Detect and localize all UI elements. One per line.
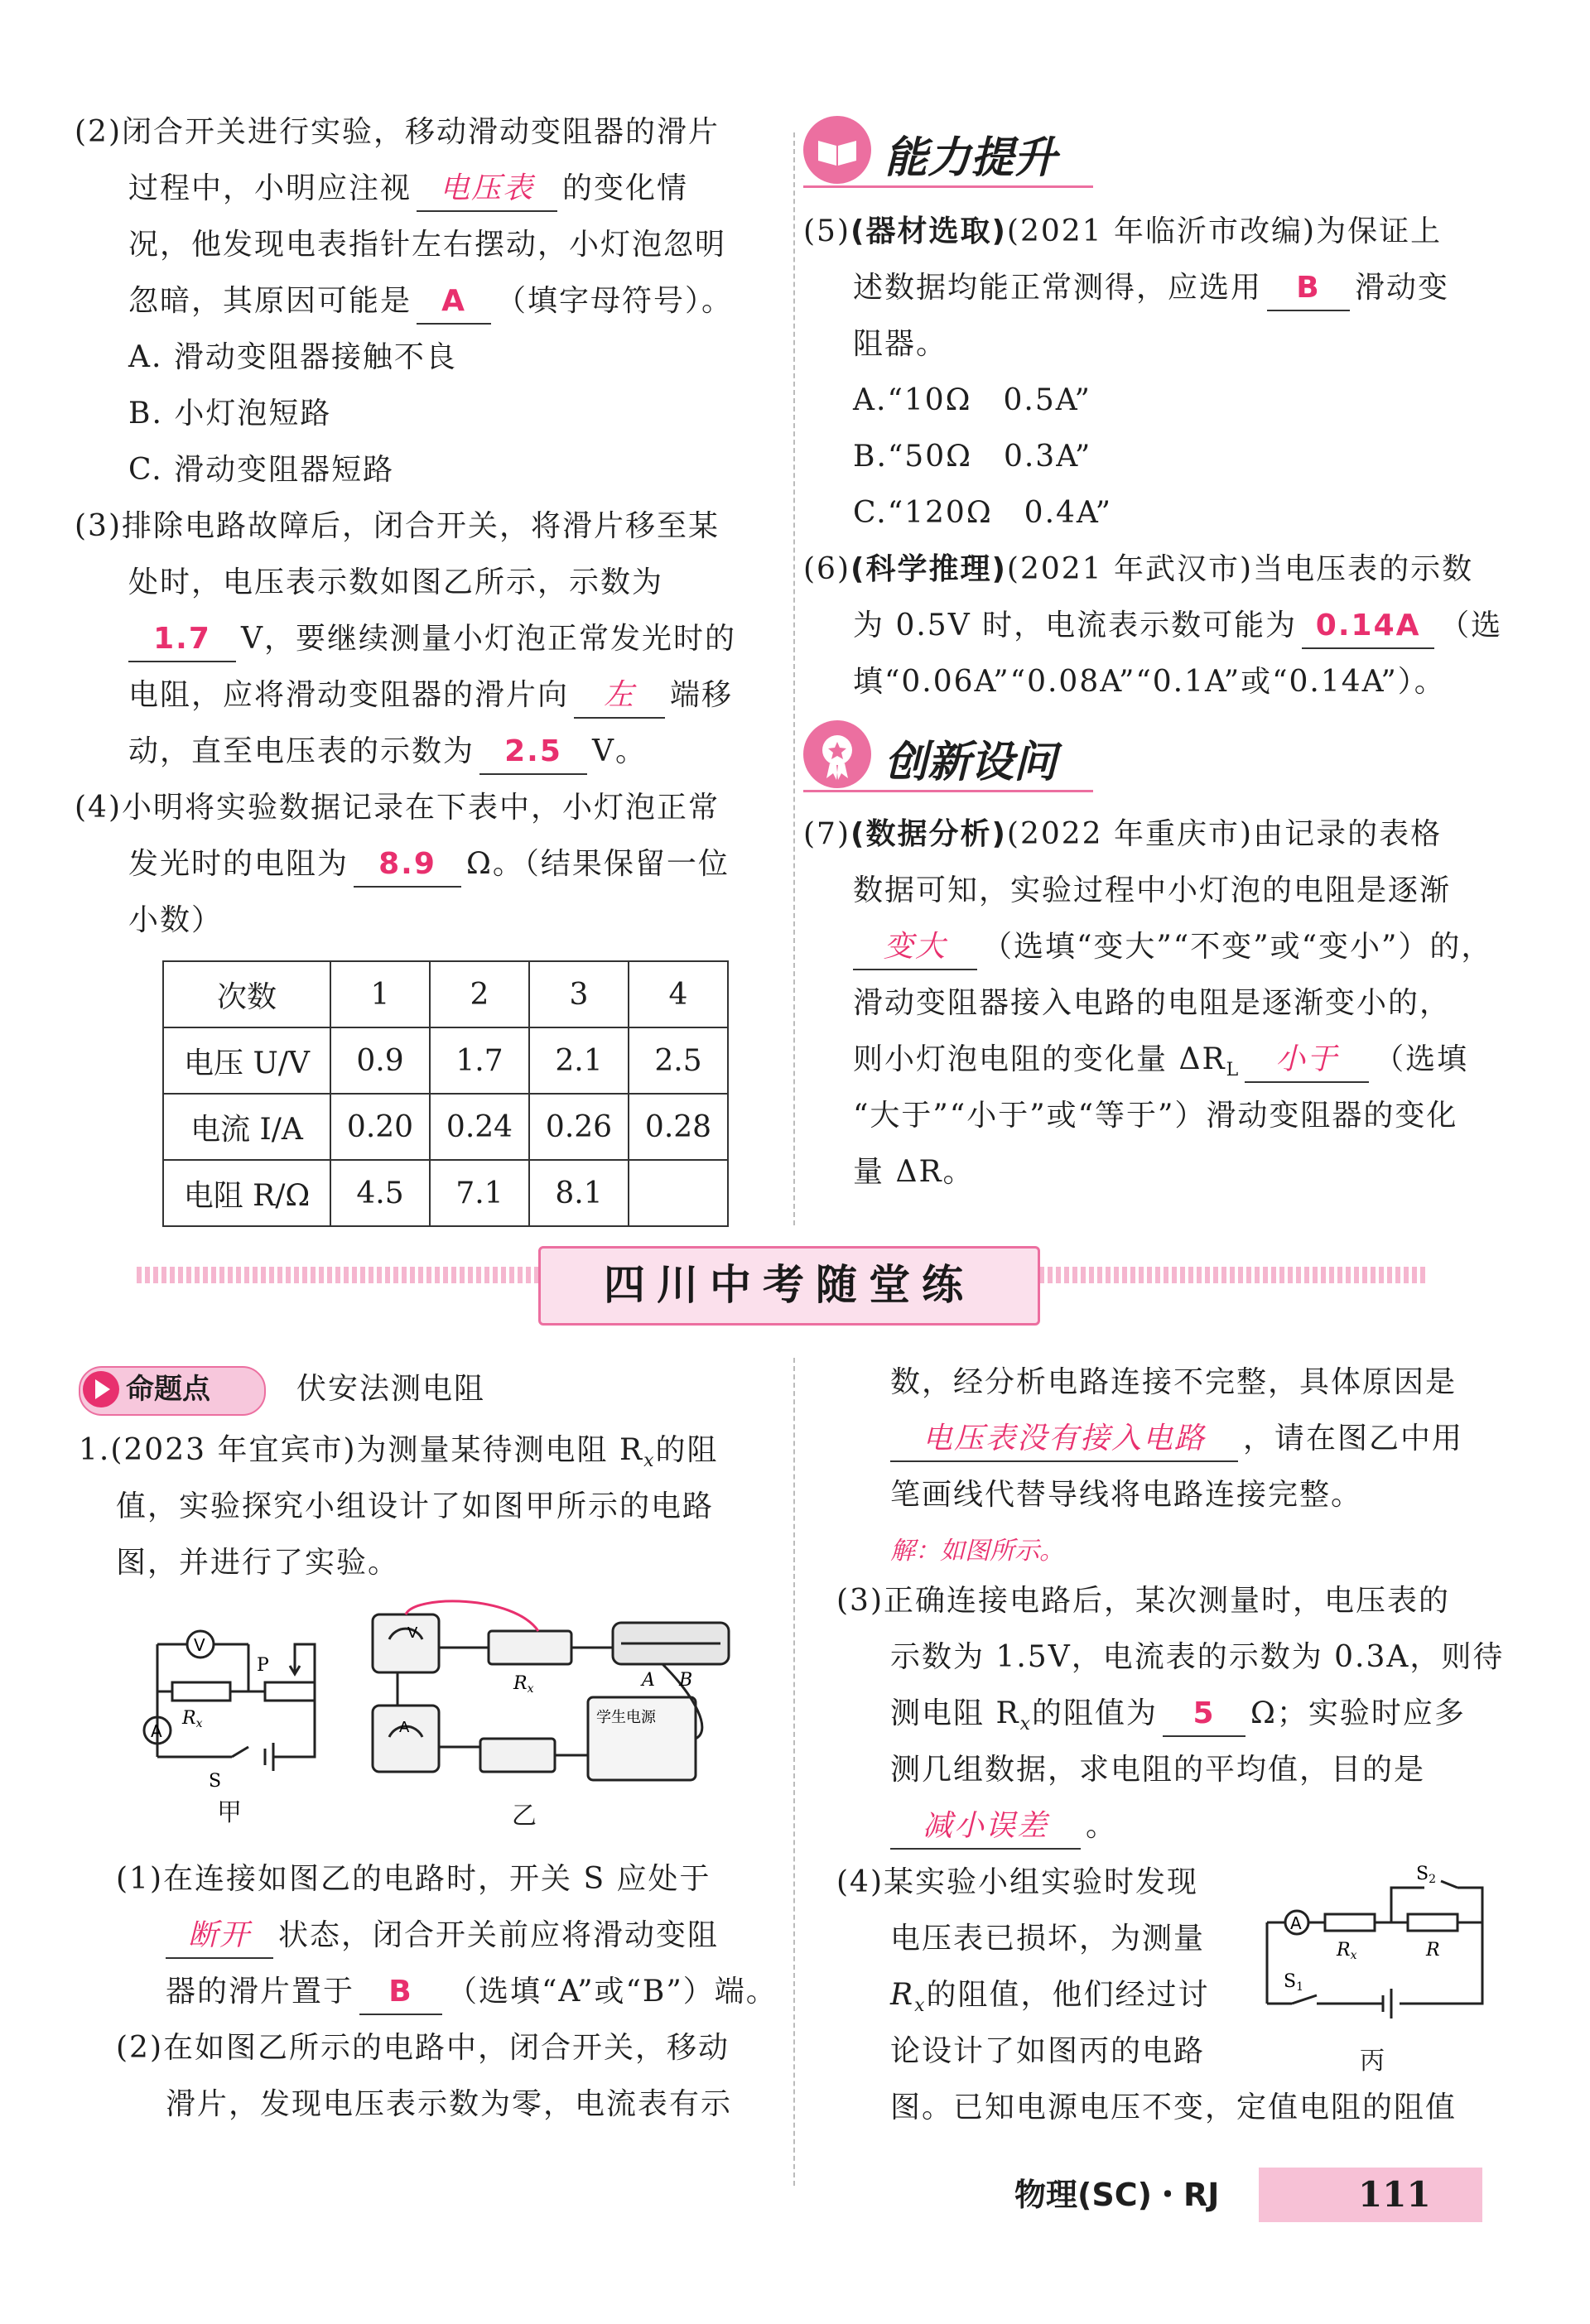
q3-text: V。 (592, 734, 648, 768)
table-cell: 7.1 (430, 1160, 529, 1226)
resistor-label: Rx (182, 1708, 203, 1730)
circuit-diagram-jia (132, 1623, 331, 1788)
q1-3-line-1: (3)正确连接电路后，某次测量时，电压表的 (836, 1584, 1450, 1618)
answer-blank: 变大 (853, 926, 977, 970)
q1-3-line-3: 测电阻 $R_x$的阻值为 5 Ω；实验时应多 (890, 1689, 1466, 1749)
answer-blank: 小于 (1245, 1038, 1369, 1083)
footer-subject: 物理(SC)・RJ (1014, 2177, 1220, 2213)
q5-tag: (器材选取) (850, 214, 1007, 248)
terminal-b-label: B (679, 1670, 693, 1691)
data-table (162, 960, 729, 1227)
q1-line-1: 1.(2023 年宜宾市)为测量某待测电阻 $R_x$的阻 (79, 1433, 719, 1472)
q1-2-cont-line-1: 数，经分析电路连接不完整，具体原因是 (890, 1365, 1458, 1399)
q3-line-1: (3)排除电路故障后，闭合开关，将滑片移至某 (75, 509, 720, 543)
q1-3-text: 。 (1086, 1809, 1118, 1843)
q2-line-1: (2)闭合开关进行实验，移动滑动变阻器的滑片 (75, 115, 720, 149)
table-cell: 3 (529, 961, 629, 1027)
table-cell: 次数 (163, 961, 330, 1027)
section-title-ability: 能力提升 (884, 133, 1058, 183)
q1-3-line-2: 示数为 1.5V，电流表的示数为 0.3A，则待 (890, 1640, 1505, 1674)
q5-line-1 (803, 207, 1442, 257)
q1-1-line-1: (1)在连接如图乙的电路时，开关 S 应处于 (116, 1862, 711, 1896)
table-cell: 电流 I/A (163, 1094, 330, 1160)
q3-line-3 (128, 614, 736, 664)
q1-4-line-3: $R_x$的阻值，他们经过讨 (890, 1978, 1210, 2017)
table-cell: 0.9 (330, 1027, 430, 1094)
table-cell: 4 (629, 961, 728, 1027)
option-a: A.“10Ω 0.5A” (853, 383, 1091, 417)
answer-blank: A (417, 280, 491, 325)
q7-text: 则小灯泡电阻的变化量 ΔR (853, 1042, 1226, 1076)
page-number: 111 (1358, 2174, 1431, 2215)
q1-4-line-5: 图。已知电源电压不变，定值电阻的阻值 (890, 2091, 1458, 2124)
ammeter-label: A (1290, 1913, 1302, 1933)
q1-3-text: 测电阻 R (890, 1696, 1020, 1730)
answer-blank: 断开 (166, 1914, 273, 1959)
q5-text: 滑动变 (1355, 271, 1450, 305)
q4-text: Ω。（结果保留一位 (466, 847, 730, 881)
q6-line-1 (803, 545, 1473, 594)
figure-caption-bing: 丙 (1360, 2047, 1386, 2076)
q1-text: 的阻 (655, 1433, 719, 1467)
answer-blank: 电压表 (417, 167, 557, 212)
circuit-photo-yi (348, 1598, 745, 1797)
q2-text: 的变化情 (562, 171, 689, 205)
q4-text: 发光时的电阻为 (128, 847, 349, 881)
answer-blank: 1.7 (128, 618, 236, 662)
q3-line-2: 处时，电压表示数如图乙所示，示数为 (128, 565, 664, 599)
q7-text: (7) (803, 817, 850, 851)
q1-2-line-2: 滑片，发现电压表示数为零，电流表有示 (166, 2087, 733, 2121)
table-row (163, 961, 728, 1027)
q4-line-3: 小数） (128, 903, 224, 937)
q1-line-2: 值，实验探究小组设计了如图甲所示的电路 (116, 1489, 715, 1523)
q1-1-text: （选填“A”或“B”）端。 (447, 1975, 778, 2009)
q1-2-cont-line-3: 笔画线代替导线将电路连接完整。 (890, 1478, 1363, 1512)
q7-text: (2022 年重庆市)由记录的表格 (1006, 817, 1443, 851)
q1-2-text: ，请在图乙中用 (1243, 1422, 1464, 1456)
q2-text: 忽暗，其原因可能是 (128, 284, 412, 318)
table-cell: 4.5 (330, 1160, 430, 1226)
q7-text: （选填“变大”“不变”或“变小”）的， (982, 930, 1493, 964)
table-cell: 2.5 (629, 1027, 728, 1094)
table-cell: 0.24 (430, 1094, 529, 1160)
table-cell: 0.26 (529, 1094, 629, 1160)
section-underline (803, 790, 1093, 792)
answer-blank: 左 (574, 674, 665, 719)
table-cell: 2 (430, 961, 529, 1027)
figure-caption-jia: 甲 (217, 1798, 243, 1827)
q1-4-line-2: 电压表已损坏，为测量 (890, 1922, 1206, 1956)
q1-1-text: 状态，闭合开关前应将滑动变阻 (278, 1918, 720, 1952)
q7-line-5: 则小灯泡电阻的变化量 $\Delta R_L$ 小于 （选填 (853, 1035, 1468, 1095)
q1-2-line-1: (2)在如图乙所示的电路中，闭合开关，移动 (116, 2031, 730, 2065)
q1-3-line-4: 测几组数据，求电阻的平均值，目的是 (890, 1753, 1426, 1787)
q2-text: 过程中，小明应注视 (128, 171, 412, 205)
q5-line-3: 阻器。 (853, 327, 948, 361)
power-supply-label: 学生电源 (596, 1709, 656, 1726)
section-title-innovation: 创新设问 (884, 738, 1058, 787)
table-row (163, 1027, 728, 1094)
answer-blank: B (359, 1970, 442, 2015)
s1-label: S1 (1284, 1971, 1303, 1994)
q6-tag: (科学推理) (850, 552, 1007, 586)
r-label: R (1426, 1940, 1440, 1961)
q1-3-text: 的阻值为 (1031, 1696, 1158, 1730)
q7-line-2: 数据可知，实验过程中小灯泡的电阻是逐渐 (853, 873, 1452, 907)
section-underline (803, 185, 1093, 188)
table-cell: 1.7 (430, 1027, 529, 1094)
option-a: A. 滑动变阻器接触不良 (128, 340, 457, 374)
banner-title: 四川中考随堂练 (538, 1246, 1040, 1326)
topic-name: 伏安法测电阻 (296, 1372, 486, 1406)
s2-label: S2 (1416, 1864, 1436, 1886)
q1-4-line-1: (4)某实验小组实验时发现 (836, 1865, 1198, 1899)
q1-line-3: 图，并进行了实验。 (116, 1546, 400, 1580)
q7-line-6: “大于”“小于”或“等于”）滑动变阻器的变化 (853, 1099, 1458, 1133)
q2-line-2 (128, 164, 688, 214)
answer-blank: 5 (1163, 1692, 1246, 1737)
table-row (163, 1160, 728, 1226)
q1-2-cont-line-2 (890, 1414, 1463, 1464)
q3-text: 动，直至电压表的示数为 (128, 734, 475, 768)
q1-1-text: 器的滑片置于 (166, 1975, 355, 2009)
q7-line-3 (853, 922, 1492, 972)
answer-blank: 2.5 (479, 730, 587, 775)
answer-blank: 减小误差 (890, 1805, 1081, 1850)
table-cell: 2.1 (529, 1027, 629, 1094)
q3-line-4 (128, 671, 733, 720)
q7-text: （选填 (1374, 1042, 1469, 1076)
topic-tag-label: 命题点 (126, 1373, 210, 1406)
q1-text: 1.(2023 年宜宾市)为测量某待测电阻 R (79, 1433, 644, 1467)
q1-4-line-4: 论设计了如图丙的电路 (890, 2034, 1206, 2068)
answer-blank: 0.14A (1302, 604, 1434, 649)
q6-line-2 (853, 601, 1502, 651)
table-cell: 电压 U/V (163, 1027, 330, 1094)
q7-line-1 (803, 810, 1442, 859)
q5-text: (2021 年临沂市改编)为保证上 (1006, 214, 1443, 248)
table-cell: 电阻 R/Ω (163, 1160, 330, 1226)
q2-line-3: 况，他发现电表指针左右摆动，小灯泡忽明 (128, 228, 727, 262)
terminal-a-label: A (642, 1670, 655, 1691)
table-row (163, 1094, 728, 1160)
q7-line-4: 滑动变阻器接入电路的电阻是逐渐变小的， (853, 986, 1452, 1020)
ribbon-icon (803, 720, 871, 788)
q6-text: 为 0.5V 时，电流表示数可能为 (853, 609, 1298, 642)
voltmeter-label: V (407, 1624, 418, 1642)
q6-text: (6) (803, 552, 850, 586)
q6-text: （选 (1439, 609, 1503, 642)
q1-4-text: R (890, 1978, 915, 2012)
q1-1-line-2 (166, 1911, 719, 1961)
q2-text: （填字母符号）。 (496, 284, 734, 318)
book-icon (803, 116, 871, 184)
answer-blank: 电压表没有接入电路 (890, 1417, 1238, 1462)
play-icon (83, 1371, 119, 1407)
table-cell (629, 1160, 728, 1226)
table-cell: 8.1 (529, 1160, 629, 1226)
slider-label: P (257, 1655, 269, 1676)
q2-line-4 (128, 277, 733, 326)
table-cell: 0.20 (330, 1094, 430, 1160)
q1-3-line-5 (890, 1802, 1117, 1851)
resistor-label: Rx (513, 1673, 534, 1696)
q6-text: (2021 年武汉市)当电压表的示数 (1006, 552, 1474, 586)
q7-tag: (数据分析) (850, 817, 1007, 851)
q3-text: 电阻，应将滑动变阻器的滑片向 (128, 678, 570, 712)
q6-line-3: 填“0.06A”“0.08A”“0.1A”或“0.14A”）。 (853, 665, 1446, 699)
figure-caption-yi: 乙 (512, 1802, 538, 1831)
q1-4-text: 的阻值，他们经过讨 (926, 1978, 1210, 2012)
option-c: C.“120Ω 0.4A” (853, 496, 1113, 530)
q3-text: V，要继续测量小灯泡正常发光时的 (241, 622, 736, 656)
answer-blank: B (1267, 267, 1350, 311)
option-c: C. 滑动变阻器短路 (128, 453, 395, 487)
q4-line-1: (4)小明将实验数据记录在下表中，小灯泡正常 (75, 791, 720, 825)
option-b: B. 小灯泡短路 (128, 397, 332, 431)
option-b: B.“50Ω 0.3A” (853, 440, 1092, 474)
column-divider (793, 1358, 795, 2186)
table-cell: 0.28 (629, 1094, 728, 1160)
q5-text: 述数据均能正常测得，应选用 (853, 271, 1263, 305)
q1-1-line-3 (166, 1967, 778, 2017)
ammeter-label: A (399, 1719, 410, 1736)
q4-line-2 (128, 840, 730, 889)
q3-line-5 (128, 727, 647, 777)
circuit-diagram-bing (1250, 1863, 1499, 2045)
column-divider (793, 132, 795, 1225)
voltmeter-label: V (194, 1635, 205, 1655)
answer-blank: 8.9 (354, 843, 461, 888)
q5-line-2 (853, 263, 1449, 313)
rx-label: Rx (1337, 1940, 1357, 1962)
solution-note: 解：如图所示。 (890, 1537, 1064, 1566)
switch-label: S (209, 1771, 222, 1788)
q3-text: 端移 (670, 678, 734, 712)
q7-line-7: 量 ΔR。 (853, 1155, 975, 1189)
table-cell: 1 (330, 961, 430, 1027)
q1-3-text: Ω；实验时应多 (1250, 1696, 1466, 1730)
ammeter-label: A (151, 1721, 162, 1741)
q5-text: (5) (803, 214, 850, 248)
